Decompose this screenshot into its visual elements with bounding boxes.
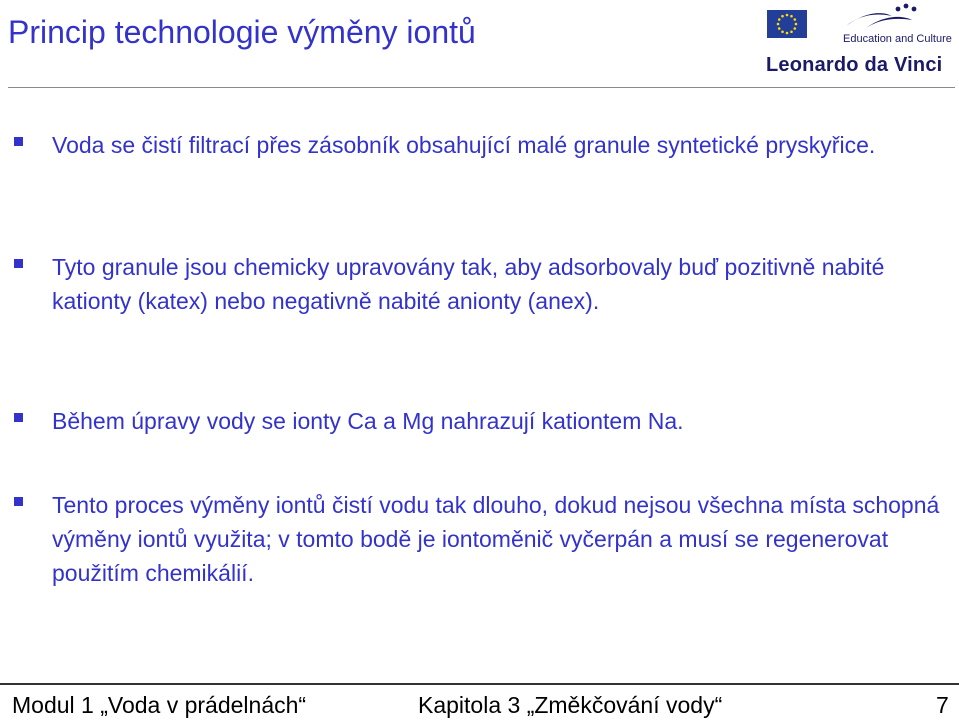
- bullet-text: Tyto granule jsou chemicky upravovány tak, aby adsorbovaly buď pozitivně nabité kationty (katex) nebo negativně nabité anionty (anex).: [52, 254, 885, 314]
- bullet-text: Tento proces výměny iontů čistí vodu tak dlouho, dokud nejsou všechna místa schopná výměny iontů využita; v tomto bodě je iontoměnič vyčerpán a musí se regenerovat použitím chemikálií.: [52, 492, 940, 586]
- list-item: [52, 404, 957, 438]
- list-item: [52, 250, 957, 318]
- bullet-text: Voda se čistí filtrací přes zásobník obsahující malé granule syntetické pryskyřice.: [52, 132, 876, 158]
- logo-name: Leonardo da Vinci: [766, 54, 943, 76]
- footer-divider: [0, 683, 959, 685]
- square-bullet-icon: [14, 259, 23, 268]
- logo-subtitle: Education and Culture: [843, 33, 952, 45]
- bullet-text: Během úpravy vody se ionty Ca a Mg nahrazují kationtem Na.: [52, 408, 684, 434]
- footer-chapter: Kapitola 3 „Změkčování vody“: [418, 692, 723, 718]
- page-number: 7: [936, 692, 949, 718]
- square-bullet-icon: [14, 497, 23, 506]
- footer-module: Modul 1 „Voda v prádelnách“: [12, 692, 307, 718]
- square-bullet-icon: [14, 137, 23, 146]
- list-item: [52, 128, 957, 162]
- slide-title: Princip technologie výměny iontů: [8, 14, 476, 50]
- list-item: [52, 488, 957, 590]
- square-bullet-icon: [14, 413, 23, 422]
